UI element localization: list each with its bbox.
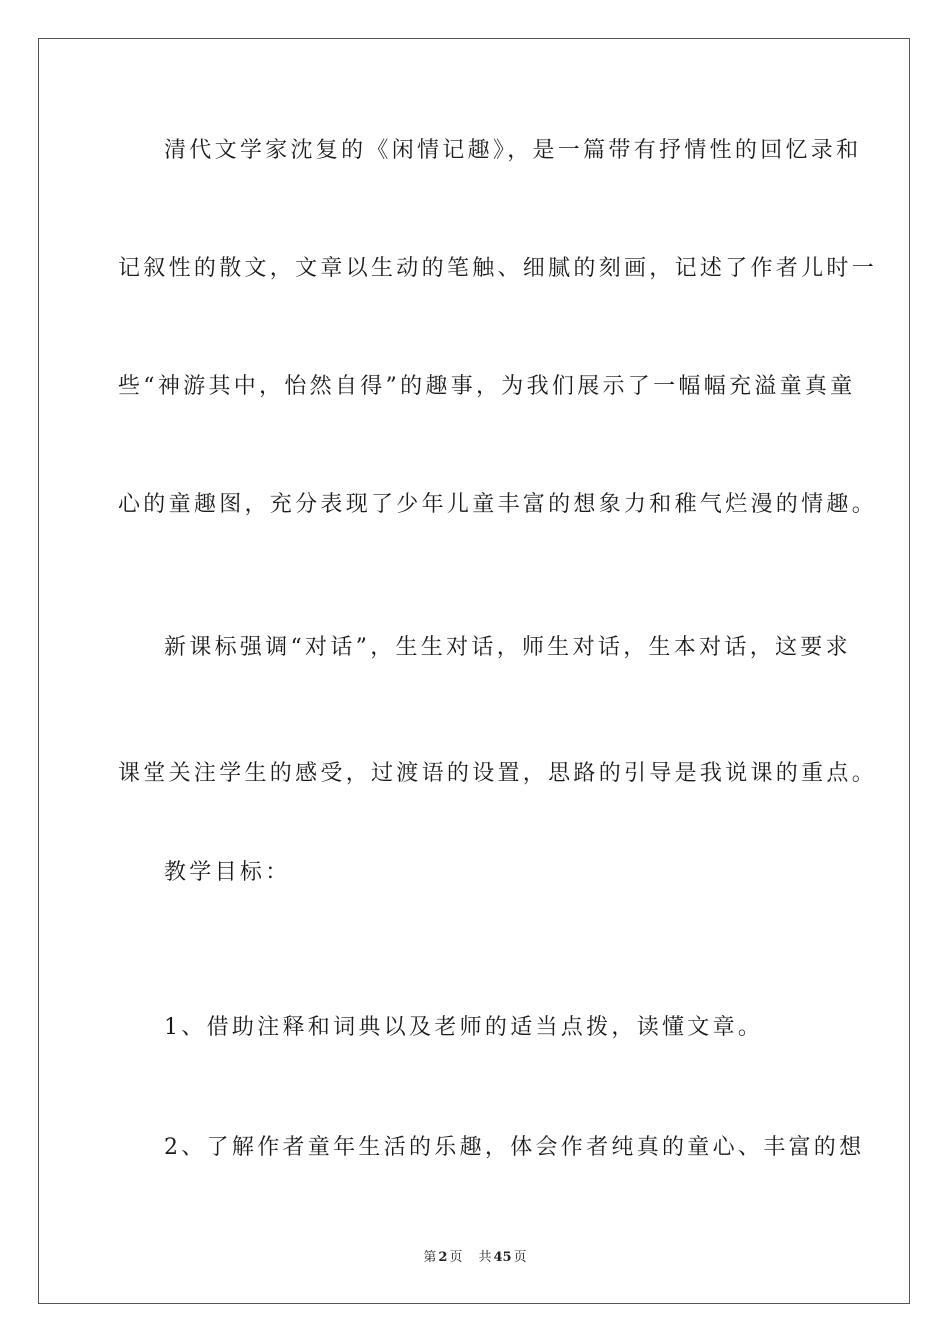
- paragraph-line-5: 新课标强调“对话”，生生对话，师生对话，生本对话，这要求: [164, 635, 851, 660]
- paragraph-line-3: 些“神游其中，怡然自得”的趣事，为我们展示了一幅幅充溢童真童: [118, 374, 856, 399]
- list-item-1: 1、借助注释和词典以及老师的适当点拨，读懂文章。: [164, 1015, 764, 1040]
- paragraph-line-1: 清代文学家沈复的《闲情记趣》，是一篇带有抒情性的回忆录和: [164, 138, 862, 163]
- paragraph-line-4: 心的童趣图，充分表现了少年儿童丰富的想象力和稚气烂漫的情趣。: [118, 492, 878, 517]
- page-total-count: 45: [493, 1250, 512, 1265]
- page-footer: [0, 1246, 950, 1265]
- page-number-unit: 页: [449, 1250, 463, 1265]
- page-total-unit: 页: [513, 1250, 527, 1265]
- paragraph-line-6: 课堂关注学生的感受，过渡语的设置，思路的引导是我说课的重点。: [118, 761, 878, 786]
- page-border: [38, 38, 910, 1304]
- page-number-current: 2: [438, 1250, 448, 1265]
- paragraph-line-2: 记叙性的散文，文章以生动的笔触、细腻的刻画，记述了作者儿时一: [118, 256, 878, 281]
- list-item-2: 2、了解作者童年生活的乐趣，体会作者纯真的童心、丰富的想: [164, 1135, 865, 1160]
- page-total-prefix: 共: [478, 1250, 492, 1265]
- page-number-prefix: 第: [423, 1250, 437, 1265]
- section-heading: 教学目标：: [164, 860, 291, 885]
